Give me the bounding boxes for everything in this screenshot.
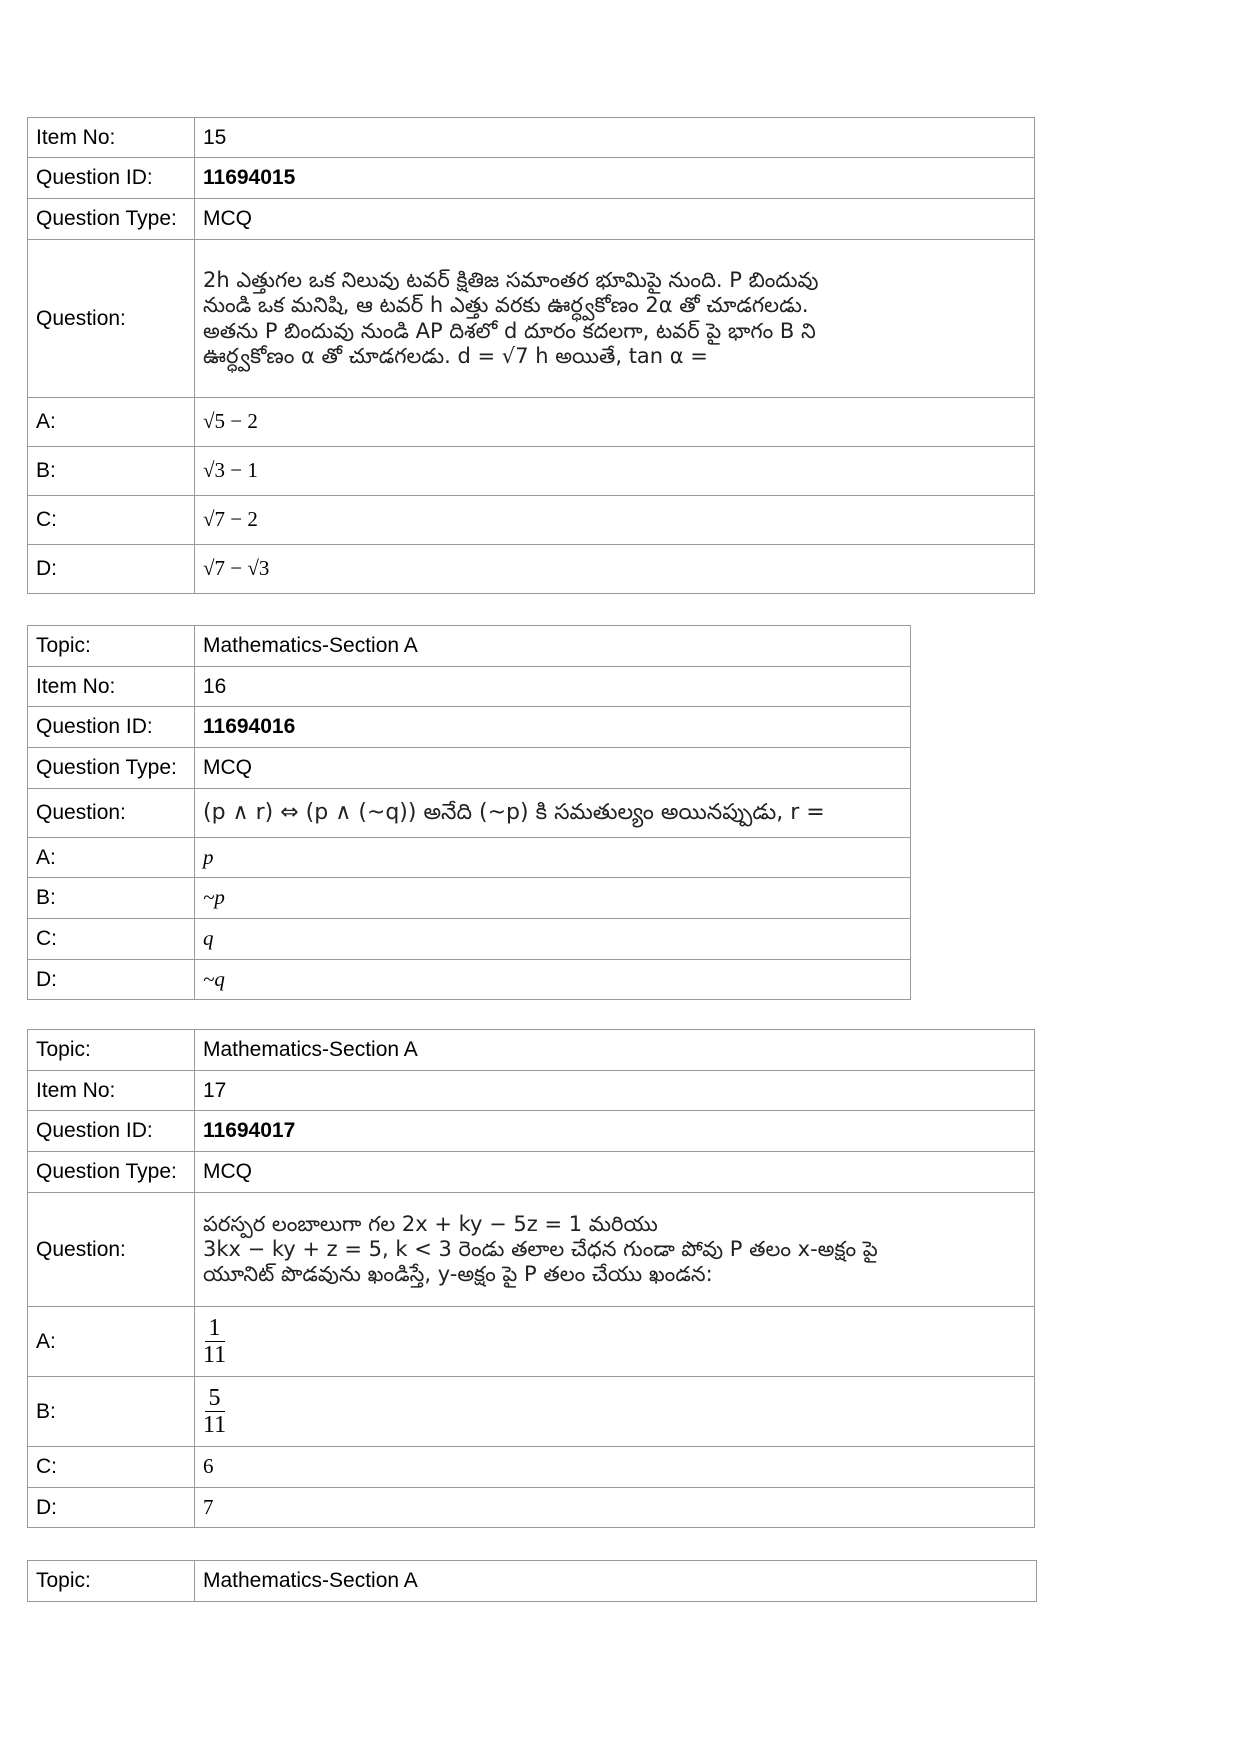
option-a-value: [195, 1307, 1035, 1377]
question-line: నుండి ఒక మనిషి, ఆ టవర్ h ఎత్తు వరకు ఊర్ధ్వకోణం 2α తో చూడగలడు.: [203, 293, 809, 318]
question-id-label: Question ID:: [28, 707, 195, 748]
question-id-value: 11694015: [195, 158, 1035, 199]
option-c-value: q: [195, 919, 911, 960]
fraction: [203, 1385, 226, 1438]
option-b-label: B:: [28, 447, 195, 496]
option-b-label: B:: [28, 878, 195, 919]
option-d-value: ~q: [195, 960, 911, 1000]
option-a-value: √5 − 2: [195, 398, 1035, 447]
option-c-value: 6: [195, 1447, 1035, 1488]
question-line: అతను P బిందువు నుండి AP దిశలో d దూరం కదలగా, టవర్ పై భాగం B ని: [203, 318, 816, 343]
fraction: [203, 1315, 226, 1368]
topic-value: Mathematics-Section A: [195, 626, 911, 667]
question-line: 2h ఎత్తుగల ఒక నిలువు టవర్ క్షితిజ సమాంతర భూమిపై నుంది. P బిందువు: [203, 268, 819, 293]
option-a-value: p: [195, 838, 911, 878]
question-id-value: 11694016: [195, 707, 911, 748]
option-d-value: 7: [195, 1488, 1035, 1528]
numerator: 1: [205, 1315, 225, 1342]
question-id-value: 11694017: [195, 1111, 1035, 1152]
question-type-label: Question Type:: [28, 1152, 195, 1193]
question-type-label: Question Type:: [28, 748, 195, 789]
item-no-value: 15: [195, 118, 1035, 158]
question-label: Question:: [28, 1193, 195, 1307]
question-type-label: Question Type:: [28, 199, 195, 240]
question-id-label: Question ID:: [28, 158, 195, 199]
item-no-value: 16: [195, 667, 911, 707]
option-b-value: [195, 1377, 1035, 1447]
question-text: (p ∧ r) ⇔ (p ∧ (~q)) అనేది (~p) కి సమతుల్యం అయినప్పుడు, r =: [195, 789, 911, 838]
topic-label: Topic:: [28, 1030, 195, 1071]
item-no-label: Item No:: [28, 1071, 195, 1111]
question-type-value: MCQ: [195, 199, 1035, 240]
numerator: 5: [205, 1385, 225, 1412]
option-b-value: √3 − 1: [195, 447, 1035, 496]
option-d-label: D:: [28, 1488, 195, 1528]
option-d-label: D:: [28, 545, 195, 594]
question-type-value: MCQ: [195, 748, 911, 789]
question-label: Question:: [28, 240, 195, 398]
question-18-table: [27, 1560, 1037, 1602]
option-a-label: A:: [28, 398, 195, 447]
question-id-label: Question ID:: [28, 1111, 195, 1152]
question-17-table: [27, 1029, 1035, 1528]
option-a-label: A:: [28, 838, 195, 878]
option-c-value: √7 − 2: [195, 496, 1035, 545]
option-b-label: B:: [28, 1377, 195, 1447]
option-b-value: ~p: [195, 878, 911, 919]
item-no-label: Item No:: [28, 667, 195, 707]
question-text: [195, 240, 1035, 398]
question-line: యూనిట్ పొడవును ఖండిస్తే, y-అక్షం పై P తలం చేయు ఖండన:: [203, 1262, 713, 1287]
question-label: Question:: [28, 789, 195, 838]
question-type-value: MCQ: [195, 1152, 1035, 1193]
item-no-label: Item No:: [28, 118, 195, 158]
item-no-value: 17: [195, 1071, 1035, 1111]
denominator: 11: [203, 1412, 227, 1438]
option-c-label: C:: [28, 496, 195, 545]
question-line: పరస్పర లంబాలుగా గల 2x + ky − 5z = 1 మరియు: [203, 1211, 658, 1236]
topic-value: Mathematics-Section A: [195, 1561, 1037, 1602]
question-16-table: [27, 625, 911, 1000]
question-line: 3kx − ky + z = 5, k < 3 రెండు తలాల చేధన గుండా పోవు P తలం x-అక్షం పై: [203, 1236, 878, 1261]
option-c-label: C:: [28, 1447, 195, 1488]
option-c-label: C:: [28, 919, 195, 960]
question-15-table: [27, 117, 1035, 594]
option-d-value: √7 − √3: [195, 545, 1035, 594]
option-a-label: A:: [28, 1307, 195, 1377]
question-line: ఊర్ధ్వకోణం α తో చూడగలడు. d = √7 h అయితే, tan α =: [203, 343, 708, 368]
option-d-label: D:: [28, 960, 195, 1000]
topic-label: Topic:: [28, 1561, 195, 1602]
topic-label: Topic:: [28, 626, 195, 667]
denominator: 11: [203, 1342, 227, 1368]
topic-value: Mathematics-Section A: [195, 1030, 1035, 1071]
question-text: [195, 1193, 1035, 1307]
